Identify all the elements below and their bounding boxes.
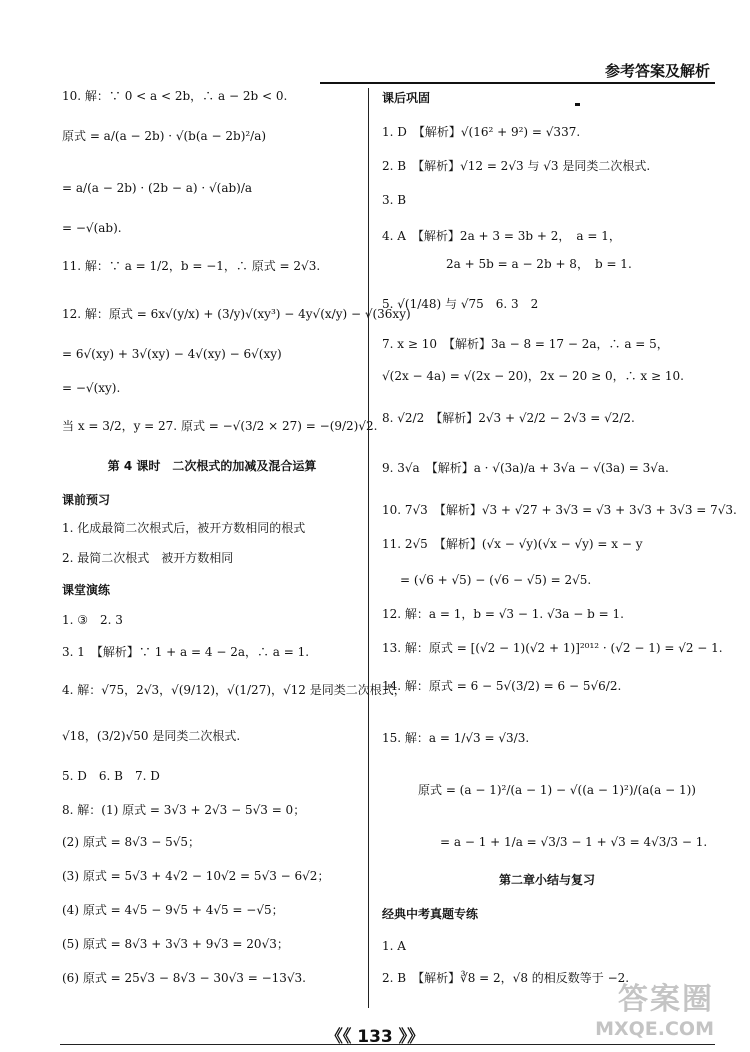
answer-line: 2a + 5b = a − 2b + 8， b = 1. [446, 257, 632, 271]
answer-line: 9. 3√a 【解析】a · √(3a)/a + 3√a − √(3a) = 3√a. [382, 461, 669, 475]
answer-line: 11. 解：∵ a = 1/2，b = −1，∴ 原式 = 2√3. [62, 259, 321, 273]
section-heading: 第 4 课时 二次根式的加减及混合运算 [107, 459, 317, 473]
answer-line: (4) 原式 = 4√5 − 9√5 + 4√5 = −√5； [62, 903, 284, 917]
answer-line: = a/(a − 2b) · (2b − a) · √(ab)/a [62, 181, 253, 195]
answer-line: 4. 解：√75，2√3，√(9/12)，√(1/27)，√12 是同类二次根式， [62, 683, 406, 697]
answer-line: (6) 原式 = 25√3 − 8√3 − 30√3 = −13√3. [62, 971, 306, 985]
answer-line: 3. B [382, 193, 407, 207]
answer-line: 12. 解：a = 1，b = √3 − 1. √3a − b = 1. [382, 607, 624, 621]
answer-line: = −√(xy). [62, 381, 121, 395]
answer-line: 15. 解：a = 1/√3 = √3/3. [382, 731, 530, 745]
answer-line: 7. x ≥ 10 【解析】3a − 8 = 17 − 2a，∴ a = 5， [382, 337, 669, 351]
answer-line: (3) 原式 = 5√3 + 4√2 − 10√2 = 5√3 − 6√2； [62, 869, 330, 883]
answer-line: 11. 2√5 【解析】(√x − √y)(√x − √y) = x − y [382, 537, 643, 551]
answer-line: 2. 最简二次根式 被开方数相同 [62, 551, 234, 565]
answer-line: 4. A 【解析】2a + 3 = 3b + 2， a = 1， [382, 229, 621, 243]
answer-line: = (√6 + √5) − (√6 − √5) = 2√5. [400, 573, 592, 587]
answer-line: √(2x − 4a) = √(2x − 20)，2x − 20 ≥ 0，∴ x ≥ 10. [382, 369, 684, 383]
header-rule [320, 82, 715, 84]
answer-line: 1. A [382, 939, 406, 953]
answer-line: 1. 化成最简二次根式后，被开方数相同的根式 [62, 521, 306, 535]
answer-line: 5. D 6. B 7. D [62, 769, 160, 783]
section-heading: 课前预习 [62, 493, 111, 507]
answer-line: √18，(3/2)√50 是同类二次根式. [62, 729, 241, 743]
watermark [595, 974, 714, 1040]
answer-line: 5. √(1/48) 与 √75 6. 3 2 [382, 297, 539, 311]
answer-line: 12. 解：原式 = 6x√(y/x) + (3/y)√(xy³) − 4y√(x/y) − √(36xy) [62, 307, 411, 321]
answer-line: 10. 解：∵ 0 < a < 2b，∴ a − 2b < 0. [62, 89, 288, 103]
decorative-dot [575, 103, 580, 106]
answer-line: (5) 原式 = 8√3 + 3√3 + 9√3 = 20√3； [62, 937, 289, 951]
section-heading: 经典中考真题专练 [382, 907, 479, 921]
answer-line: 1. ③ 2. 3 [62, 613, 123, 627]
answer-line: 原式 = a/(a − 2b) · √(b(a − 2b)²/a) [62, 129, 267, 143]
section-heading: 第二章小结与复习 [498, 873, 595, 887]
answer-line: 2. B 【解析】∛8 = 2，√8 的相反数等于 −2. [382, 971, 630, 985]
answer-line: 10. 7√3 【解析】√3 + √27 + 3√3 = √3 + 3√3 + 3√3 = 7√3. [382, 503, 737, 517]
answer-line: 1. D 【解析】√(16² + 9²) = √337. [382, 125, 581, 139]
page-number: 《《 133 》》 [325, 1027, 425, 1047]
answer-line: 原式 = (a − 1)²/(a − 1) − √((a − 1)²)/(a(a − 1)) [418, 783, 696, 797]
section-heading: 课堂演练 [62, 583, 111, 597]
answer-line: 3. 1 【解析】∵ 1 + a = 4 − 2a，∴ a = 1. [62, 645, 310, 659]
watermark-site: MXQE.COM [595, 1018, 714, 1040]
answer-line: (2) 原式 = 8√3 − 5√5； [62, 835, 201, 849]
answer-line: 8. 解：(1) 原式 = 3√3 + 2√3 − 5√3 = 0； [62, 803, 306, 817]
answer-line: 当 x = 3/2，y = 27. 原式 = −√(3/2 × 27) = −(9/2)√2. [62, 419, 378, 433]
footer-rule [60, 1044, 715, 1045]
watermark-logo: 答案圈 [618, 982, 714, 1017]
section-heading: 课后巩固 [382, 91, 431, 105]
answer-line: = −√(ab). [62, 221, 122, 235]
column-divider [368, 88, 369, 1008]
answer-line: 14. 解：原式 = 6 − 5√(3/2) = 6 − 5√6/2. [382, 679, 622, 693]
answer-line: 8. √2/2 【解析】2√3 + √2/2 − 2√3 = √2/2. [382, 411, 635, 425]
answer-line: = a − 1 + 1/a = √3/3 − 1 + √3 = 4√3/3 − 1. [440, 835, 708, 849]
answer-line: 2. B 【解析】√12 = 2√3 与 √3 是同类二次根式. [382, 159, 651, 173]
answer-line: 13. 解：原式 = [(√2 − 1)(√2 + 1)]²⁰¹² · (√2 − 1) = √2 − 1. [382, 641, 723, 655]
answer-line: = 6√(xy) + 3√(xy) − 4√(xy) − 6√(xy) [62, 347, 282, 361]
page-header: 参考答案及解析 [604, 62, 710, 80]
